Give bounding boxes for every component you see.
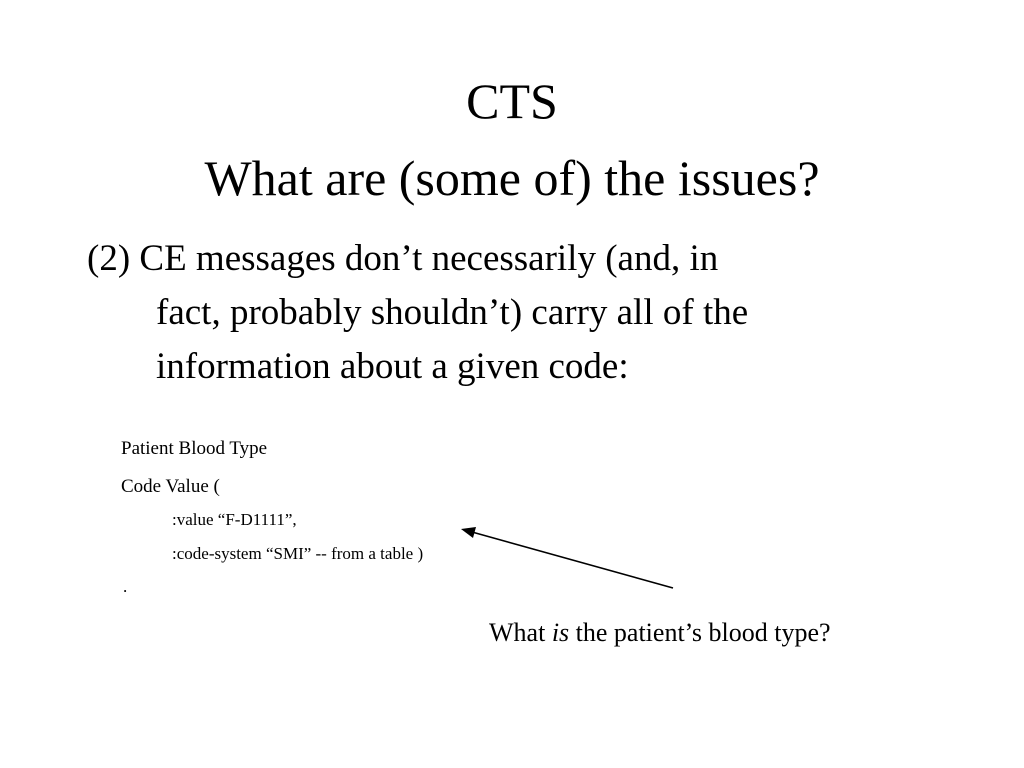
- code-example-line-5: .: [123, 577, 128, 596]
- code-example-line-4: :code-system “SMI” -- from a table ): [172, 544, 424, 563]
- code-example-line-2: Code Value (: [121, 476, 220, 497]
- question-emphasis: is: [551, 618, 570, 647]
- bullet-text-line-2: fact, probably shouldn’t) carry all of the: [156, 292, 749, 333]
- arrow-shaft: [472, 532, 673, 588]
- arrow-head: [461, 527, 476, 538]
- slide-title-line-2: What are (some of) the issues?: [204, 150, 820, 206]
- question-prefix: What: [489, 618, 552, 647]
- bullet-text-line-1: (2) CE messages don’t necessarily (and, in: [87, 238, 719, 279]
- code-example-line-3: :value “F-D1111”,: [172, 510, 297, 529]
- question-text: [489, 620, 831, 646]
- code-example-line-1: Patient Blood Type: [121, 438, 268, 459]
- slide-title-line-1: CTS: [466, 73, 558, 129]
- question-suffix: the patient’s blood type?: [569, 618, 831, 647]
- bullet-text-line-3: information about a given code:: [156, 346, 629, 387]
